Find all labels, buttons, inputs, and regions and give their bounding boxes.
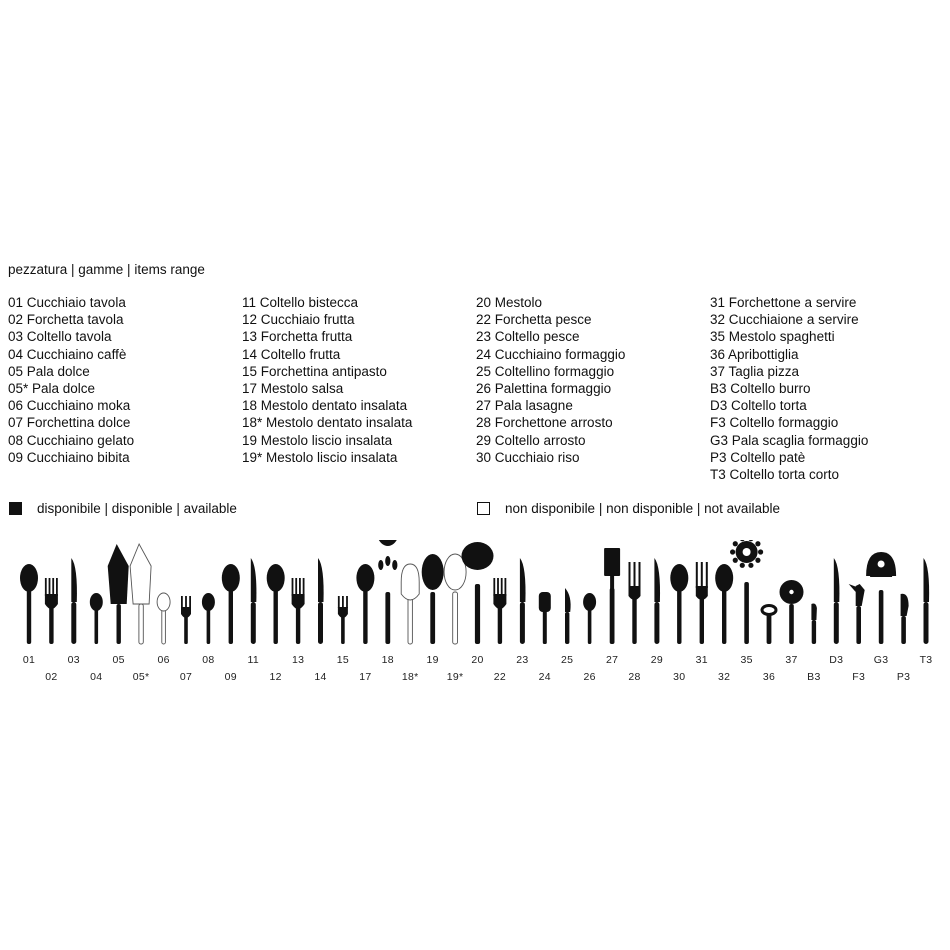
items-list-column-4 — [710, 294, 868, 483]
utensil-32-icon — [715, 564, 733, 644]
utensil-code-label: 29 — [650, 654, 664, 666]
legend-available-label: disponibile | disponible | available — [37, 501, 237, 516]
list-item: 24 Cucchiaino formaggio — [476, 346, 626, 362]
utensil-22-icon — [493, 578, 506, 644]
legend-not-available-label: non disponibile | non disponible | not available — [505, 501, 780, 516]
utensil-code-label: 06 — [157, 654, 170, 666]
items-list-column-1 — [8, 294, 134, 466]
list-item: 26 Palettina formaggio — [476, 380, 612, 396]
list-item: 07 Forchettina dolce — [8, 415, 131, 431]
utensils-silhouette-strip — [0, 540, 950, 690]
utensil-04-icon — [90, 593, 103, 644]
utensil-code-label: 25 — [561, 654, 574, 666]
utensil-06-icon — [157, 593, 170, 644]
utensil-15-icon — [338, 596, 348, 644]
utensil-code-label: 13 — [291, 654, 305, 666]
utensil-code-label: P3 — [896, 671, 911, 683]
utensil-code-label: 19* — [446, 671, 464, 683]
utensil-05-star-icon — [130, 544, 151, 644]
utensil-code-label: 01 — [22, 654, 36, 666]
utensil-code-label: 23 — [516, 654, 529, 666]
list-item: 30 Cucchiaio riso — [476, 449, 580, 465]
utensil-code-label: 03 — [67, 654, 80, 666]
list-item: 28 Forchettone arrosto — [476, 415, 613, 431]
utensil-code-label: 14 — [314, 671, 327, 683]
list-item: 23 Coltello pesce — [476, 329, 580, 345]
list-item: 18* Mestolo dentato insalata — [242, 415, 413, 431]
list-item: F3 Coltello formaggio — [710, 415, 839, 431]
list-item: T3 Coltello torta corto — [710, 466, 840, 482]
legend-not-available — [477, 501, 780, 516]
utensil-code-label: 15 — [336, 654, 350, 666]
utensil-19-icon — [422, 554, 444, 644]
utensil-12-icon — [267, 564, 285, 644]
list-item: 31 Forchettone a servire — [710, 295, 857, 310]
utensil-F3-icon — [849, 584, 865, 644]
utensil-code-label: D3 — [829, 654, 844, 666]
utensil-11-icon — [251, 558, 257, 644]
utensil-code-label: 05 — [112, 654, 125, 666]
utensil-code-label: 32 — [718, 671, 731, 683]
utensil-35-icon — [730, 540, 763, 644]
list-item: 37 Taglia pizza — [710, 363, 800, 379]
utensil-code-label: 18* — [401, 671, 419, 683]
utensil-26-icon — [583, 593, 596, 644]
list-item: 05* Pala dolce — [8, 380, 96, 396]
utensil-code-label: 02 — [45, 671, 58, 683]
items-range-title: pezzatura | gamme | items range — [8, 262, 205, 277]
utensil-code-label: 28 — [628, 671, 641, 683]
utensil-code-label: 24 — [538, 671, 551, 683]
utensil-code-label: F3 — [852, 671, 866, 683]
list-item: 36 Apribottiglia — [710, 346, 799, 362]
list-item: 17 Mestolo salsa — [242, 380, 344, 396]
list-item: 03 Coltello tavola — [8, 329, 112, 345]
utensil-code-label: 30 — [673, 671, 686, 683]
utensil-code-label: T3 — [919, 654, 933, 666]
list-item: 22 Forchetta pesce — [476, 312, 592, 328]
utensil-09-icon — [222, 564, 240, 644]
list-item: 15 Forchettina antipasto — [242, 363, 387, 379]
list-item: 05 Pala dolce — [8, 363, 90, 379]
utensil-code-label: 26 — [583, 671, 596, 683]
list-item: 35 Mestolo spaghetti — [710, 329, 835, 345]
list-item: 27 Pala lasagne — [476, 398, 573, 414]
utensil-18-icon — [376, 540, 400, 644]
utensil-02-icon — [45, 578, 58, 644]
list-item: 04 Cucchiaino caffè — [8, 346, 127, 362]
utensil-G3-icon — [866, 552, 896, 644]
utensil-code-label: 05* — [132, 671, 150, 683]
utensil-08-icon — [202, 593, 215, 644]
utensil-30-icon — [670, 564, 688, 644]
utensil-code-label: 35 — [740, 654, 753, 666]
utensil-code-label: 08 — [202, 654, 215, 666]
utensil-code-label: 36 — [762, 671, 776, 683]
list-item: 08 Cucchiaino gelato — [8, 432, 135, 448]
empty-square-icon — [477, 502, 490, 515]
utensil-code-label: 27 — [605, 654, 619, 666]
list-item: 14 Coltello frutta — [242, 346, 341, 362]
list-item: 01 Cucchiaio tavola — [8, 295, 126, 310]
utensil-31-icon — [696, 562, 708, 644]
list-item: 12 Cucchiaio frutta — [242, 312, 355, 328]
utensil-code-label: 31 — [695, 654, 708, 666]
utensil-code-label: 12 — [269, 671, 282, 683]
list-item: G3 Pala scaglia formaggio — [710, 432, 869, 448]
utensil-code-label: 18 — [381, 654, 394, 666]
utensil-20-icon — [462, 542, 494, 644]
items-list-column-3 — [476, 294, 625, 466]
utensil-29-icon — [654, 558, 660, 644]
utensil-24-icon — [539, 592, 551, 644]
utensil-01-icon — [20, 564, 38, 644]
utensil-25-icon — [565, 588, 571, 644]
utensil-18-star-icon — [401, 564, 419, 644]
list-item: 20 Mestolo — [476, 295, 543, 310]
utensil-P3-icon — [901, 594, 909, 644]
list-item: 29 Coltello arrosto — [476, 432, 586, 448]
list-item: B3 Coltello burro — [710, 380, 811, 396]
list-item: 02 Forchetta tavola — [8, 312, 124, 328]
utensil-28-icon — [629, 562, 641, 644]
items-list-column-2 — [242, 294, 412, 466]
list-item: 18 Mestolo dentato insalata — [242, 398, 408, 414]
utensil-17-icon — [356, 564, 374, 644]
utensil-B3-icon — [811, 604, 817, 645]
list-item: 11 Coltello bistecca — [242, 295, 359, 310]
utensil-code-label: 04 — [90, 671, 103, 683]
utensil-27-icon — [604, 548, 620, 644]
list-item: D3 Coltello torta — [710, 398, 807, 414]
utensil-36-icon — [762, 606, 776, 645]
utensil-14-icon — [318, 558, 324, 644]
utensil-code-label: 17 — [359, 671, 372, 683]
utensil-37-icon — [780, 580, 804, 644]
filled-square-icon — [9, 502, 22, 515]
utensil-23-icon — [520, 558, 526, 644]
legend-available — [9, 501, 237, 516]
list-item: 32 Cucchiaione a servire — [710, 312, 859, 328]
list-item: 19* Mestolo liscio insalata — [242, 449, 398, 465]
utensil-code-label: 20 — [471, 654, 484, 666]
utensil-code-label: 09 — [224, 671, 237, 683]
utensil-code-label: 07 — [179, 671, 193, 683]
utensil-code-label: 19 — [426, 654, 439, 666]
list-item: 06 Cucchiaino moka — [8, 398, 131, 414]
utensil-code-label: B3 — [807, 671, 821, 683]
utensil-D3-icon — [834, 558, 840, 644]
utensil-05-icon — [108, 544, 129, 644]
utensil-code-label: 37 — [785, 654, 798, 666]
utensil-13-icon — [292, 578, 305, 644]
list-item: P3 Coltello patè — [710, 449, 806, 465]
utensil-19-star-icon — [444, 554, 466, 644]
list-item: 19 Mestolo liscio insalata — [242, 432, 393, 448]
utensil-T3-icon — [924, 558, 930, 644]
list-item: 13 Forchetta frutta — [242, 329, 353, 345]
list-item: 25 Coltellino formaggio — [476, 363, 615, 379]
utensil-code-label: G3 — [873, 654, 889, 666]
utensil-03-icon — [71, 558, 77, 644]
utensil-code-label: 22 — [493, 671, 507, 683]
list-item: 09 Cucchiaino bibita — [8, 449, 130, 465]
utensil-code-label: 11 — [247, 654, 260, 666]
utensil-07-icon — [181, 596, 191, 644]
